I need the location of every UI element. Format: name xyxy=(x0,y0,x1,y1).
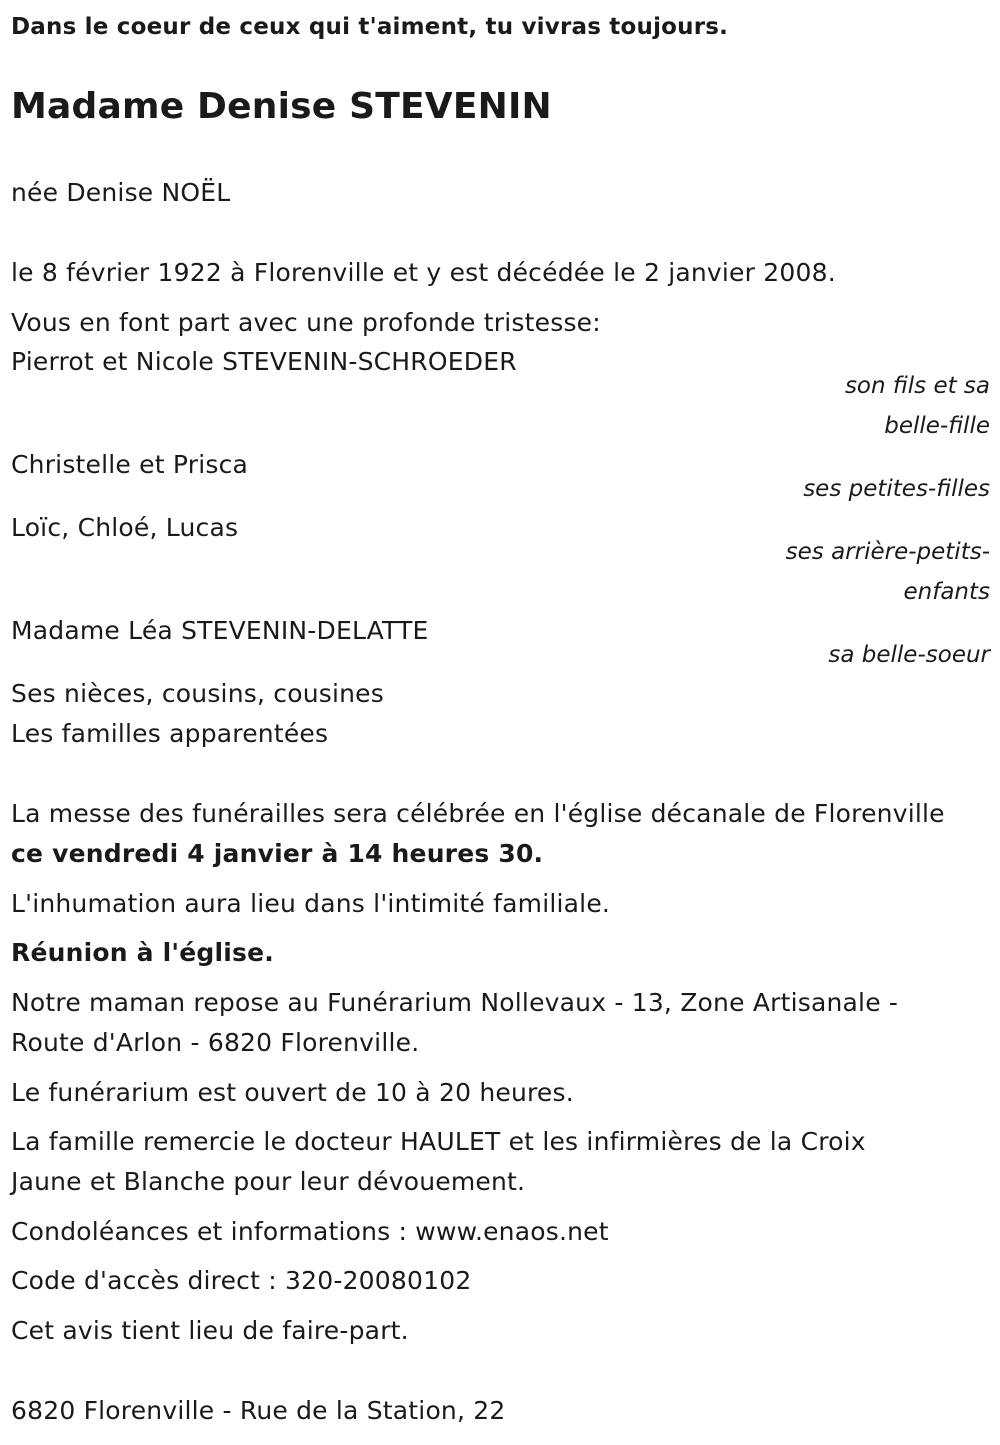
relatives-1: Ses nièces, cousins, cousines xyxy=(11,679,384,708)
dates: le 8 février 1922 à Florenville et y est décédée le 2 janvier 2008. xyxy=(11,258,836,287)
family-relation-2: ses petites-filles xyxy=(803,476,990,502)
mass-line: La messe des funérailles sera célébrée en l'église décanale de Florenville xyxy=(11,799,945,828)
birth-name: née Denise NOËL xyxy=(11,178,231,207)
address: 6820 Florenville - Rue de la Station, 22 xyxy=(11,1396,506,1425)
burial: L'inhumation aura lieu dans l'intimité familiale. xyxy=(11,889,611,918)
family-relation-3b: enfants xyxy=(903,579,990,605)
deceased-name: Madame Denise STEVENIN xyxy=(11,86,552,127)
notice: Cet avis tient lieu de faire-part. xyxy=(11,1316,409,1345)
mass-date: ce vendredi 4 janvier à 14 heures 30. xyxy=(11,839,544,868)
hours: Le funérarium est ouvert de 10 à 20 heures. xyxy=(11,1078,574,1107)
family-relation-1 xyxy=(750,366,990,446)
announcement: Vous en font part avec une profonde tristesse: xyxy=(11,308,601,337)
family-relation-1a: son fils et sa xyxy=(844,373,990,399)
rest-2: Route d'Arlon - 6820 Florenville. xyxy=(11,1028,420,1057)
family-relation-1b: belle-fille xyxy=(884,413,990,439)
family-relation-4: sa belle-soeur xyxy=(828,642,990,668)
relatives-2: Les familles apparentées xyxy=(11,719,329,748)
family-names-4: Madame Léa STEVENIN-DELATTE xyxy=(11,616,429,645)
access-code: Code d'accès direct : 320-20080102 xyxy=(11,1266,472,1295)
epigraph: Dans le coeur de ceux qui t'aiment, tu vivras toujours. xyxy=(11,14,729,40)
thanks-1: La famille remercie le docteur HAULET et les infirmières de la Croix xyxy=(11,1127,866,1156)
thanks-2: Jaune et Blanche pour leur dévouement. xyxy=(11,1167,526,1196)
family-relation-3 xyxy=(750,532,990,612)
condolences: Condoléances et informations : www.enaos.net xyxy=(11,1217,609,1246)
rest-1: Notre maman repose au Funérarium Nollevaux - 13, Zone Artisanale - xyxy=(11,988,899,1017)
meeting: Réunion à l'église. xyxy=(11,938,274,967)
family-names-2: Christelle et Prisca xyxy=(11,450,249,479)
family-relation-3a: ses arrière-petits- xyxy=(785,539,990,565)
family-names-1: Pierrot et Nicole STEVENIN-SCHROEDER xyxy=(11,347,517,376)
family-names-3: Loïc, Chloé, Lucas xyxy=(11,513,239,542)
